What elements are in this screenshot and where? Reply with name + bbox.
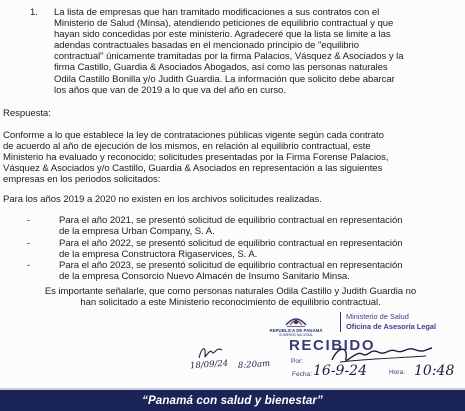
no-requests-statement: Para los años 2019 a 2020 no existen en los archivos solicitudes realizadas. bbox=[3, 194, 322, 205]
footer-banner bbox=[0, 390, 465, 411]
request-text bbox=[54, 7, 450, 96]
stamp-date-handwritten: 16-9-24 bbox=[313, 363, 367, 379]
request-line: contractual" únicamente tramitadas por la firma Palacios, Vásquez & Asociados y la bbox=[54, 51, 404, 63]
stamp-by-label: Por: bbox=[291, 358, 303, 365]
stamp-date-label: Fecha: bbox=[292, 371, 312, 378]
response-heading: Respuesta: bbox=[3, 108, 51, 119]
request-item bbox=[30, 7, 450, 96]
footer-slogan: “Panamá con salud y bienestar” bbox=[142, 394, 323, 407]
closing-line: Es importante señalarle, que como personas naturales Odila Castillo y Judith Guardia no bbox=[44, 286, 417, 297]
bullet-line: de la empresa Constructora Rigaservices, S. A. bbox=[59, 249, 258, 261]
stamp-time-handwritten: 10:48 bbox=[414, 363, 455, 379]
bullet-item-2021 bbox=[27, 215, 457, 237]
bullet-dash: - bbox=[27, 238, 31, 249]
request-line: firma Castillo, Guardia & Asociados Abogados, así como las personas naturales bbox=[54, 62, 388, 74]
bullet-line: de la empresa Urban Company, S. A. bbox=[59, 226, 215, 238]
coat-of-arms-icon bbox=[283, 312, 309, 328]
stamp-divider bbox=[340, 312, 341, 332]
emblem-subtitle: GOBIERNO NACIONAL bbox=[278, 333, 314, 337]
stamp-received-label: RECIBIDO bbox=[289, 337, 376, 354]
bullet-line: Para el año 2022, se presentó solicitud de equilibrio contractual en representación bbox=[59, 238, 403, 249]
bullet-line: Para el año 2021, se presentó solicitud de equilibrio contractual en representación bbox=[59, 215, 403, 226]
intro-line: de acuerdo al año de ejecución de los mismos, en relación al equilibrio contractual, este bbox=[3, 141, 371, 153]
request-line: Odila Castillo Bonilla y/o Judith Guardia. La información que solicito debe abarcar bbox=[54, 73, 395, 85]
note-time: 8:20am bbox=[237, 358, 271, 372]
note-date: 18/09/24 bbox=[189, 358, 229, 372]
bullet-item-2023 bbox=[27, 260, 457, 282]
closing-statement bbox=[3, 286, 458, 308]
request-line: Ministerio de Salud (Minsa), atendiendo peticiones de equilibrio contractual y que bbox=[54, 18, 394, 30]
stamp-ministry-name: Ministerio de Salud bbox=[346, 312, 409, 321]
republic-emblem bbox=[256, 312, 336, 337]
handwritten-note bbox=[190, 342, 270, 387]
request-line: los años que van de 2019 a lo que va del año en curso. bbox=[54, 84, 286, 96]
response-intro bbox=[3, 130, 458, 185]
request-line: adendas contractuales basadas en el mencionado principio de "equilibrio bbox=[54, 40, 360, 52]
intro-line: Vásquez & Asociados y/o Castillo, Guardia & Asociados en representación a las siguientes bbox=[3, 163, 383, 175]
bullet-dash: - bbox=[27, 215, 31, 226]
intro-line: Ministerio ha evaluado y reconocido; solicitudes presentadas por la Firma Forense Palacios, bbox=[3, 152, 389, 164]
request-number: 1. bbox=[30, 7, 38, 18]
bullet-line: de la empresa Consorcio Nuevo Almacén de Insumo Sanitario Minsa. bbox=[59, 271, 350, 283]
emblem-country: REPÚBLICA DE PANAMÁ bbox=[269, 328, 323, 333]
received-stamp bbox=[256, 310, 462, 382]
stamp-office-name: Oficina de Asesoría Legal bbox=[346, 322, 437, 331]
stamp-time-label: Hora: bbox=[389, 369, 405, 376]
intro-line: empresas en los periodos solicitados: bbox=[3, 174, 161, 186]
request-line: La lista de empresas que han tramitado modificaciones a sus contratos con el bbox=[54, 7, 380, 18]
request-line: hayan sido concedidas por este ministerio. Agradeceré que la lista se limite a las bbox=[54, 29, 391, 41]
intro-line: Conforme a lo que establece la ley de contrataciones públicas vigente según cada contrato bbox=[3, 130, 384, 141]
bullet-line: Para el año 2023, se presentó solicitud de equilibrio contractual en representación bbox=[59, 260, 403, 271]
closing-line: han solicitado a este Ministerio reconocimiento de equilibrio contractual. bbox=[80, 297, 381, 309]
bullet-item-2022 bbox=[27, 238, 457, 260]
bullet-dash: - bbox=[27, 260, 31, 271]
